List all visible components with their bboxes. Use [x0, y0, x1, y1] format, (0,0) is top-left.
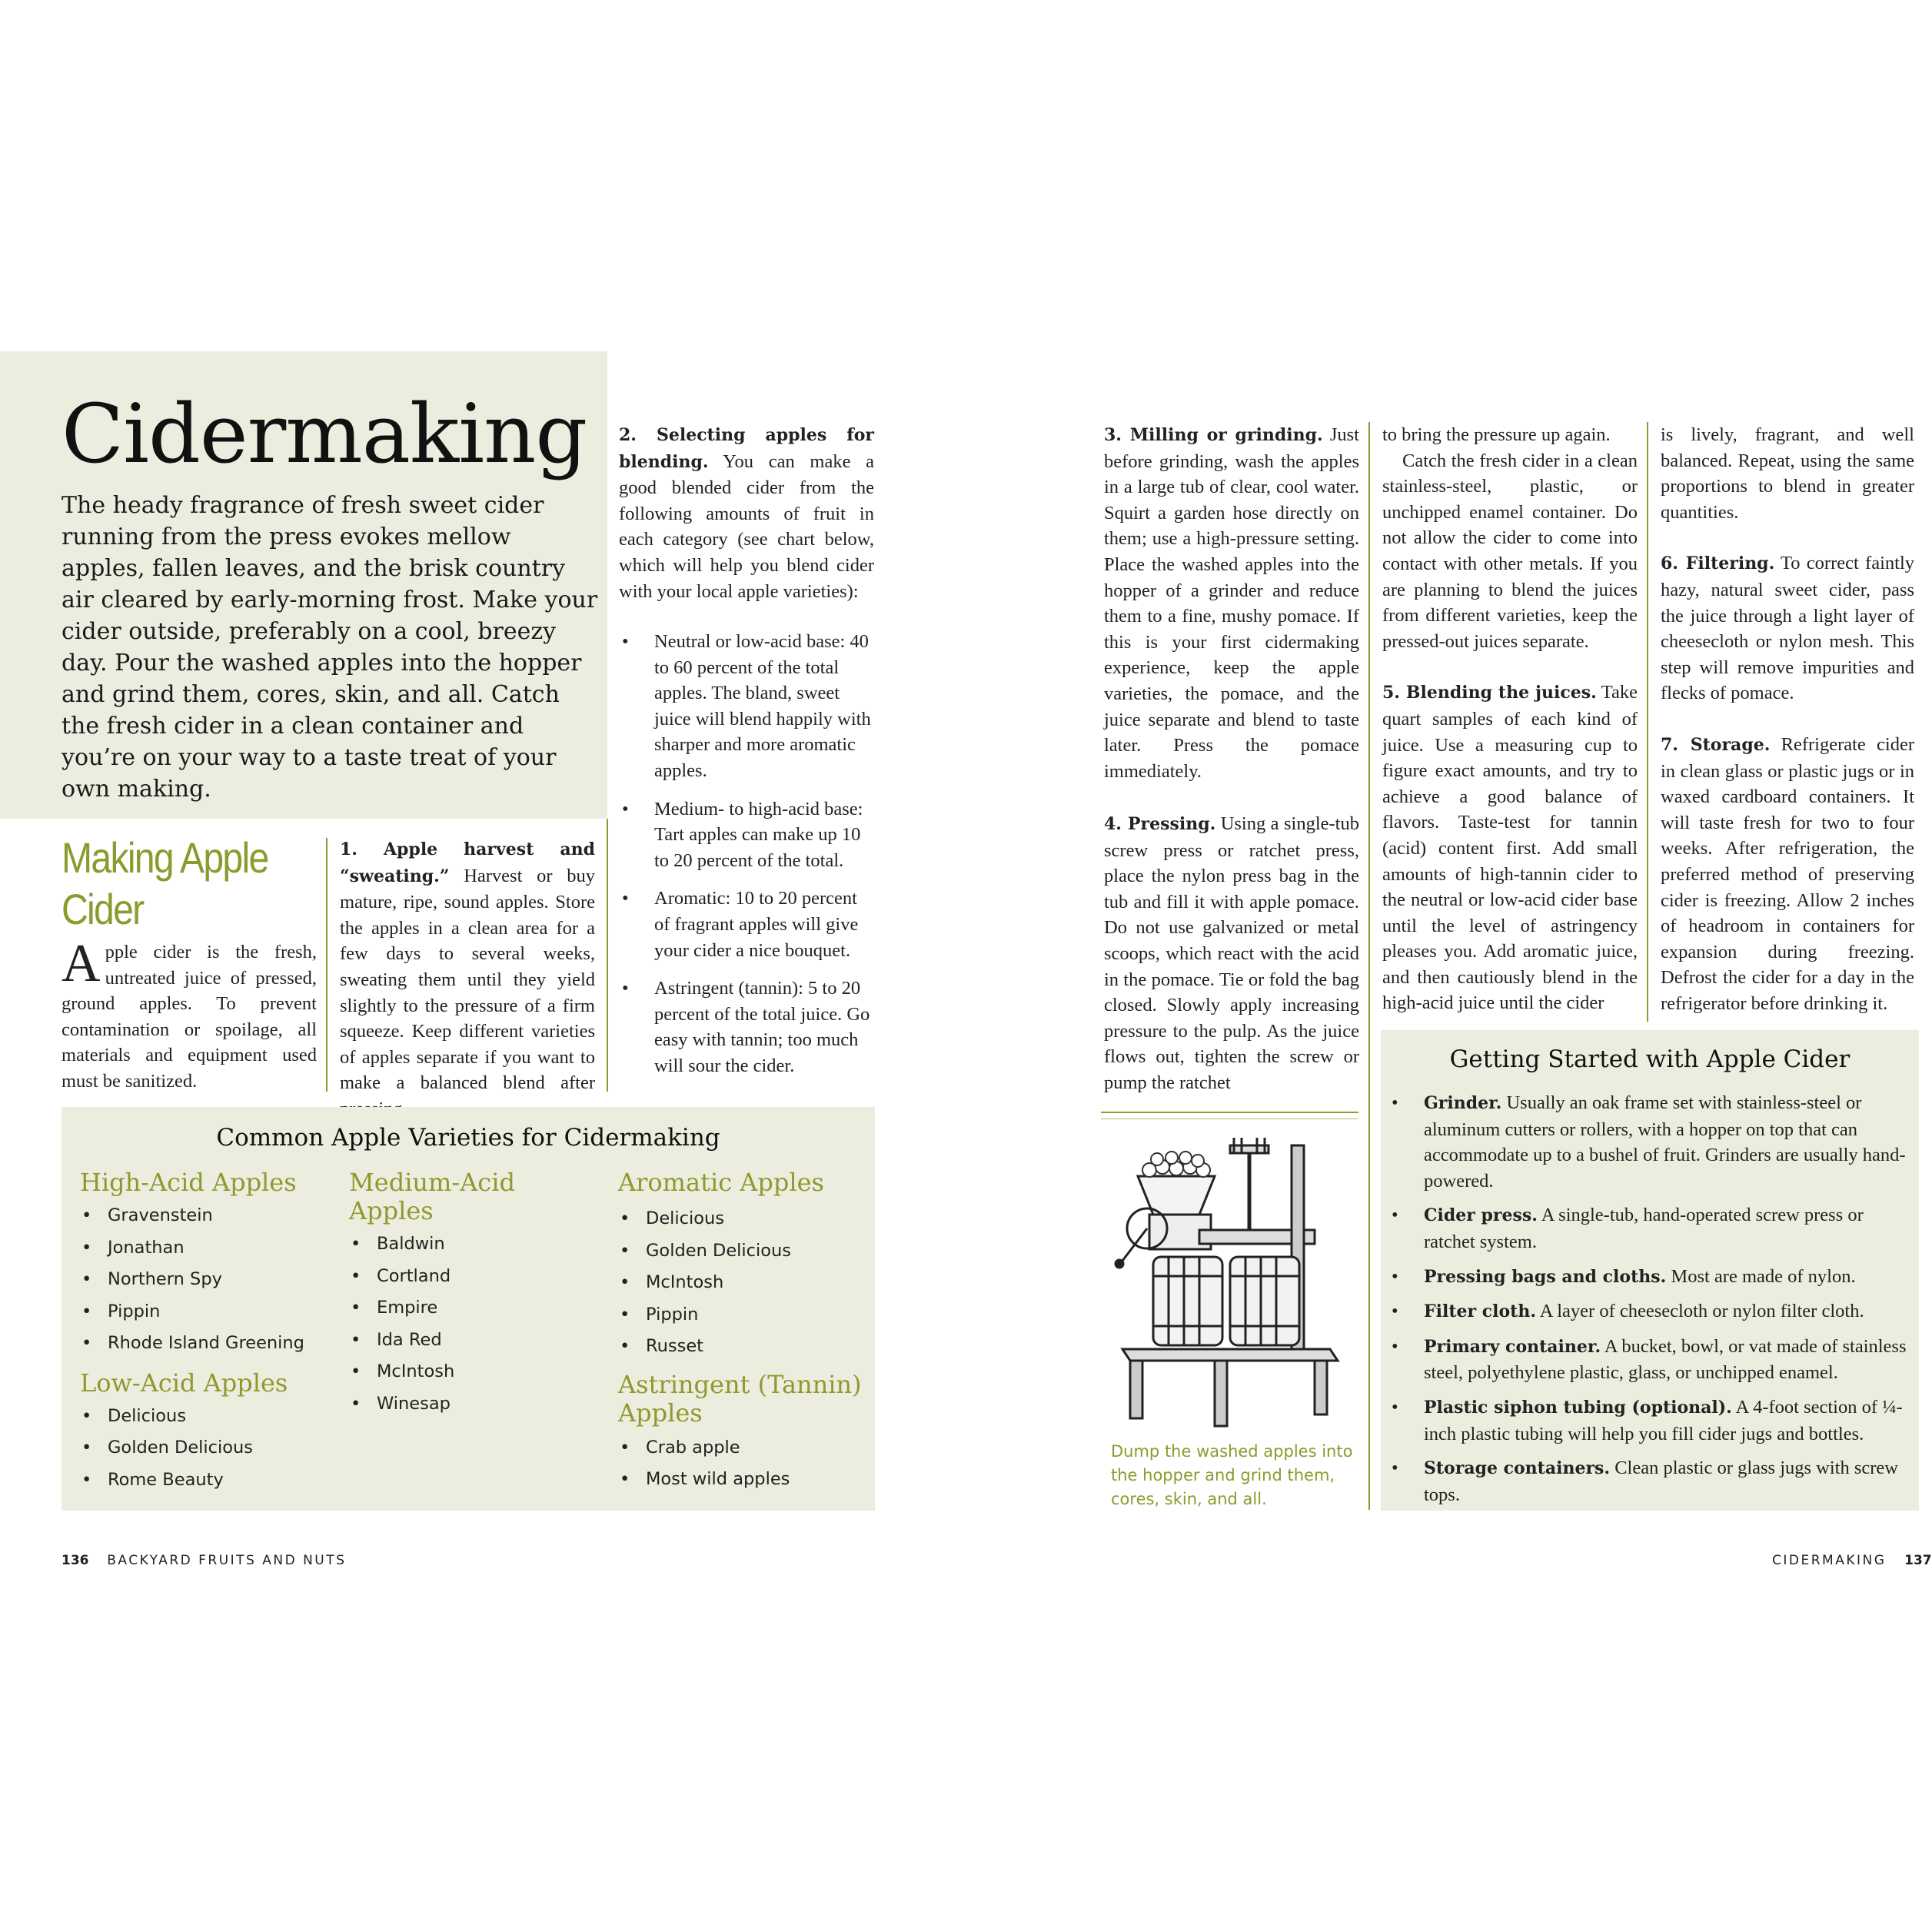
step-text: Harvest or buy mature, ripe, sound apples. Store the apples in a clean area for a few days to several weeks, sweating them until they yield slightly to the pressure of a firm squeeze. Keep different varieties of apples separate if you want to make a balanced blend after: [340, 865, 595, 1094]
list-item: • Most wild apples: [618, 1464, 872, 1496]
catch-paragraph: Catch the fresh cider in a clean stainless-steel, plastic, or unchipped enamel container. Do not allow the cider to come into contact with other metals. If you are planning to blend the juices from different varieties, keep the pressed-out juices separate.: [1382, 450, 1638, 652]
list-item: [1388, 1298, 1911, 1325]
list-item: • Rome Beauty: [80, 1464, 334, 1497]
page-title: Cidermaking: [62, 387, 587, 481]
footer-left: [62, 1553, 346, 1568]
list-item: • Astringent (tannin): 5 to 20 percent of the total juice. Go easy with tannin; too much will sour the cider.: [619, 976, 874, 1079]
varieties-title: Common Apple Varieties for Cidermaking: [216, 1124, 720, 1152]
step-title: 4. Pressing.: [1104, 814, 1216, 834]
list-item: • Delicious: [618, 1203, 872, 1235]
list-item: • Delicious: [80, 1401, 334, 1433]
list-item: • Pippin: [80, 1296, 334, 1328]
cider-press-illustration: [1107, 1130, 1353, 1430]
illustration-rule: [1101, 1112, 1358, 1113]
step-title: 6. Filtering.: [1661, 553, 1775, 574]
list-item: • Empire: [349, 1292, 580, 1325]
column-rule: [1368, 422, 1370, 1510]
list-item: • Crab apple: [618, 1432, 872, 1464]
item-text: A bucket, bowl, or vat made of stainless steel, polyethylene plastic, glass, or unchipped enamel.: [1424, 1335, 1907, 1384]
running-head: CIDERMAKING: [1772, 1553, 1887, 1568]
step-3: [1104, 422, 1359, 784]
item-term: Pressing bags and cloths.: [1424, 1266, 1667, 1287]
pressing-continued: to bring the pressure up again.: [1382, 424, 1611, 445]
blend-list: [619, 629, 874, 1092]
section-heading: Making Apple Cider: [62, 833, 268, 933]
aromatic-column: [618, 1168, 872, 1496]
running-head: BACKYARD FRUITS AND NUTS: [107, 1553, 347, 1568]
list-item: [1388, 1394, 1911, 1447]
list-item: • Neutral or low-acid base: 40 to 60 percent of the total apples. The bland, sweet juice will blend happily with sharper and more aromatic apples.: [619, 629, 874, 784]
list-item: • Ida Red: [349, 1325, 580, 1357]
item-text: Usually an oak frame set with stainless-steel or aluminum cutters or rollers, with a hopper on top that can accommodate up to a bushel of fruit. Grinders are usually hand-powered.: [1424, 1092, 1906, 1192]
list-item: • Russet: [618, 1331, 872, 1363]
column-4: [1661, 422, 1914, 1016]
step-text: To correct faintly hazy, natural sweet cider, pass the juice through a light layer of cheesecloth or nylon mesh. This step will remove impurities and flecks of pomace.: [1661, 553, 1914, 704]
list-item: [1388, 1264, 1911, 1291]
step-7: [1661, 732, 1914, 1017]
medium-acid-column: [349, 1168, 580, 1420]
step-text: Refrigerate cider in clean glass or plastic jugs or in waxed cardboard containers. It will taste fresh for two to four weeks. After refrigeration, the preferred method of preserving cider is freezing. Allow 2 inches of headroom in containers for expansion during freezing. Defrost the cider for a day in the refrigerator before drinking it.: [1661, 733, 1914, 1014]
column-rule: [1647, 422, 1648, 1022]
list-item: • McIntosh: [618, 1267, 872, 1299]
item-text: Clean plastic or glass jugs with screw tops.: [1424, 1458, 1898, 1505]
high-acid-column: [80, 1168, 334, 1496]
step-text: Using a single-tub screw press or ratchet press, place the nylon press bag in the tub and fill it with apple pomace. Do not use galvanized or metal scoops, which react with the acid in the pomace. Tie or fold the bag closed. Slowly apply increasing pressure to the pulp. As the juice flows out, tighten the screw or pump the ratchet: [1104, 813, 1359, 1093]
page-number: 136: [62, 1553, 89, 1568]
list-item: • Medium- to high-acid base: Tart apples can make up 10 to 20 percent of the total.: [619, 796, 874, 874]
step-title: 1. Apple harvest and “sweating.”: [340, 839, 595, 886]
item-term: Primary container.: [1424, 1336, 1601, 1357]
list-item: • Pippin: [618, 1299, 872, 1331]
list-item: • Gravenstein: [80, 1200, 334, 1232]
getting-started-list: [1388, 1090, 1911, 1516]
category-heading: Astringent (Tannin) Apples: [618, 1369, 862, 1428]
item-term: Plastic siphon tubing (optional).: [1424, 1397, 1732, 1418]
list-item: • Golden Delicious: [80, 1432, 334, 1464]
column-rule: [607, 819, 608, 1092]
list-item: • Baldwin: [349, 1228, 580, 1261]
lead-text: pple cider is the fresh, untreated juice of pressed, ground apples. To prevent contamination or spoilage, all materials and equipment used must be sanitized.: [62, 942, 317, 1092]
list-item: • Cortland: [349, 1261, 580, 1293]
step-2: [619, 422, 874, 604]
list-item: • Jonathan: [80, 1232, 334, 1265]
list-item: [1388, 1455, 1911, 1507]
drop-cap: A: [62, 934, 101, 993]
step-4: [1104, 811, 1359, 1096]
list-item: • Winesap: [349, 1388, 580, 1421]
item-term: Grinder.: [1424, 1093, 1502, 1113]
item-term: Cider press.: [1424, 1205, 1538, 1226]
footer-right: [1772, 1553, 1932, 1568]
list-item: [1388, 1090, 1911, 1194]
category-heading: Medium-Acid Apples: [349, 1168, 515, 1225]
item-text: A 4-foot section of ¼-inch plastic tubing will help you fill cider jugs and bottles.: [1424, 1396, 1903, 1444]
list-item: [1388, 1202, 1911, 1255]
lead-paragraph: [62, 934, 317, 1095]
item-term: Filter cloth.: [1424, 1301, 1536, 1322]
item-text: Most are made of nylon.: [1671, 1265, 1856, 1287]
step-6: [1661, 550, 1914, 706]
illustration-caption: Dump the washed apples into the hopper and grind them, cores, skin, and all.: [1111, 1442, 1353, 1508]
column-rule: [326, 838, 328, 1092]
step-title: 2. Selecting apples for blending.: [619, 425, 874, 472]
list-item: • McIntosh: [349, 1356, 580, 1388]
step-title: 3. Milling or grinding.: [1104, 425, 1323, 445]
list-item: • Rhode Island Greening: [80, 1328, 334, 1360]
step-1: [340, 836, 595, 1122]
step-title: 7. Storage.: [1661, 734, 1771, 755]
item-text: A layer of cheesecloth or nylon filter cloth.: [1539, 1301, 1864, 1322]
step-5: [1382, 680, 1638, 1016]
item-term: Storage containers.: [1424, 1458, 1611, 1479]
column-3: [1382, 422, 1638, 1016]
step-text: Take quart samples of each kind of juice. Use a measuring cup to figure exact amounts, and try to achieve a good balance of flavors. Taste-test for tannin (acid) content first. Add small amounts of high-tannin cider to the neutral or low-acid cider base until the level of astringency pleases you. Add aromatic juice, and then cautiously blend in the high-acid juice until the cider: [1382, 682, 1638, 1014]
step-text: Just before grinding, wash the apples in a large tub of clear, cool water. Squirt a garden hose directly on them; use a high-pressure setting. Place the washed apples into the hopper of a grinder and reduce them to a fine, mushy pomace. If this is your first cidermaking experience, keep the apple varieties, the pomace, and the juice separate and blend to taste later. Press the pomace immediately.: [1104, 424, 1359, 782]
list-item: • Aromatic: 10 to 20 percent of fragrant apples will give your cider a nice bouquet.: [619, 886, 874, 963]
getting-started-title: Getting Started with Apple Cider: [1449, 1045, 1851, 1073]
category-heading: Low-Acid Apples: [80, 1368, 288, 1398]
blending-continued: is lively, fragrant, and well balanced. Repeat, using the same proportions to blend in greater quantities.: [1661, 424, 1914, 523]
category-heading: High-Acid Apples: [80, 1168, 297, 1197]
item-text: A single-tub, hand-operated screw press or ratchet system.: [1424, 1205, 1864, 1252]
page-number: 137: [1904, 1553, 1932, 1568]
step-text: You can make a good blended cider from the following amounts of fruit in each category (see chart below, which will help you blend cider with your local apple varieties):: [619, 450, 875, 602]
intro-text: The heady fragrance of fresh sweet cider running from the press evokes mellow apples, fallen leaves, and the brisk country air cleared by early-morning frost. Make your cider outside, preferably on a cool, breezy day. Pour the washed apples into the hopper and grind them, cores, skin, and all. Catch the fresh cider in a clean container and you’re on your way to a taste treat of your own making.: [62, 492, 598, 803]
list-item: • Golden Delicious: [618, 1235, 872, 1268]
list-item: [1388, 1334, 1911, 1386]
category-heading: Aromatic Apples: [618, 1168, 824, 1197]
step-title: 5. Blending the juices.: [1382, 683, 1597, 703]
list-item: • Northern Spy: [80, 1264, 334, 1296]
